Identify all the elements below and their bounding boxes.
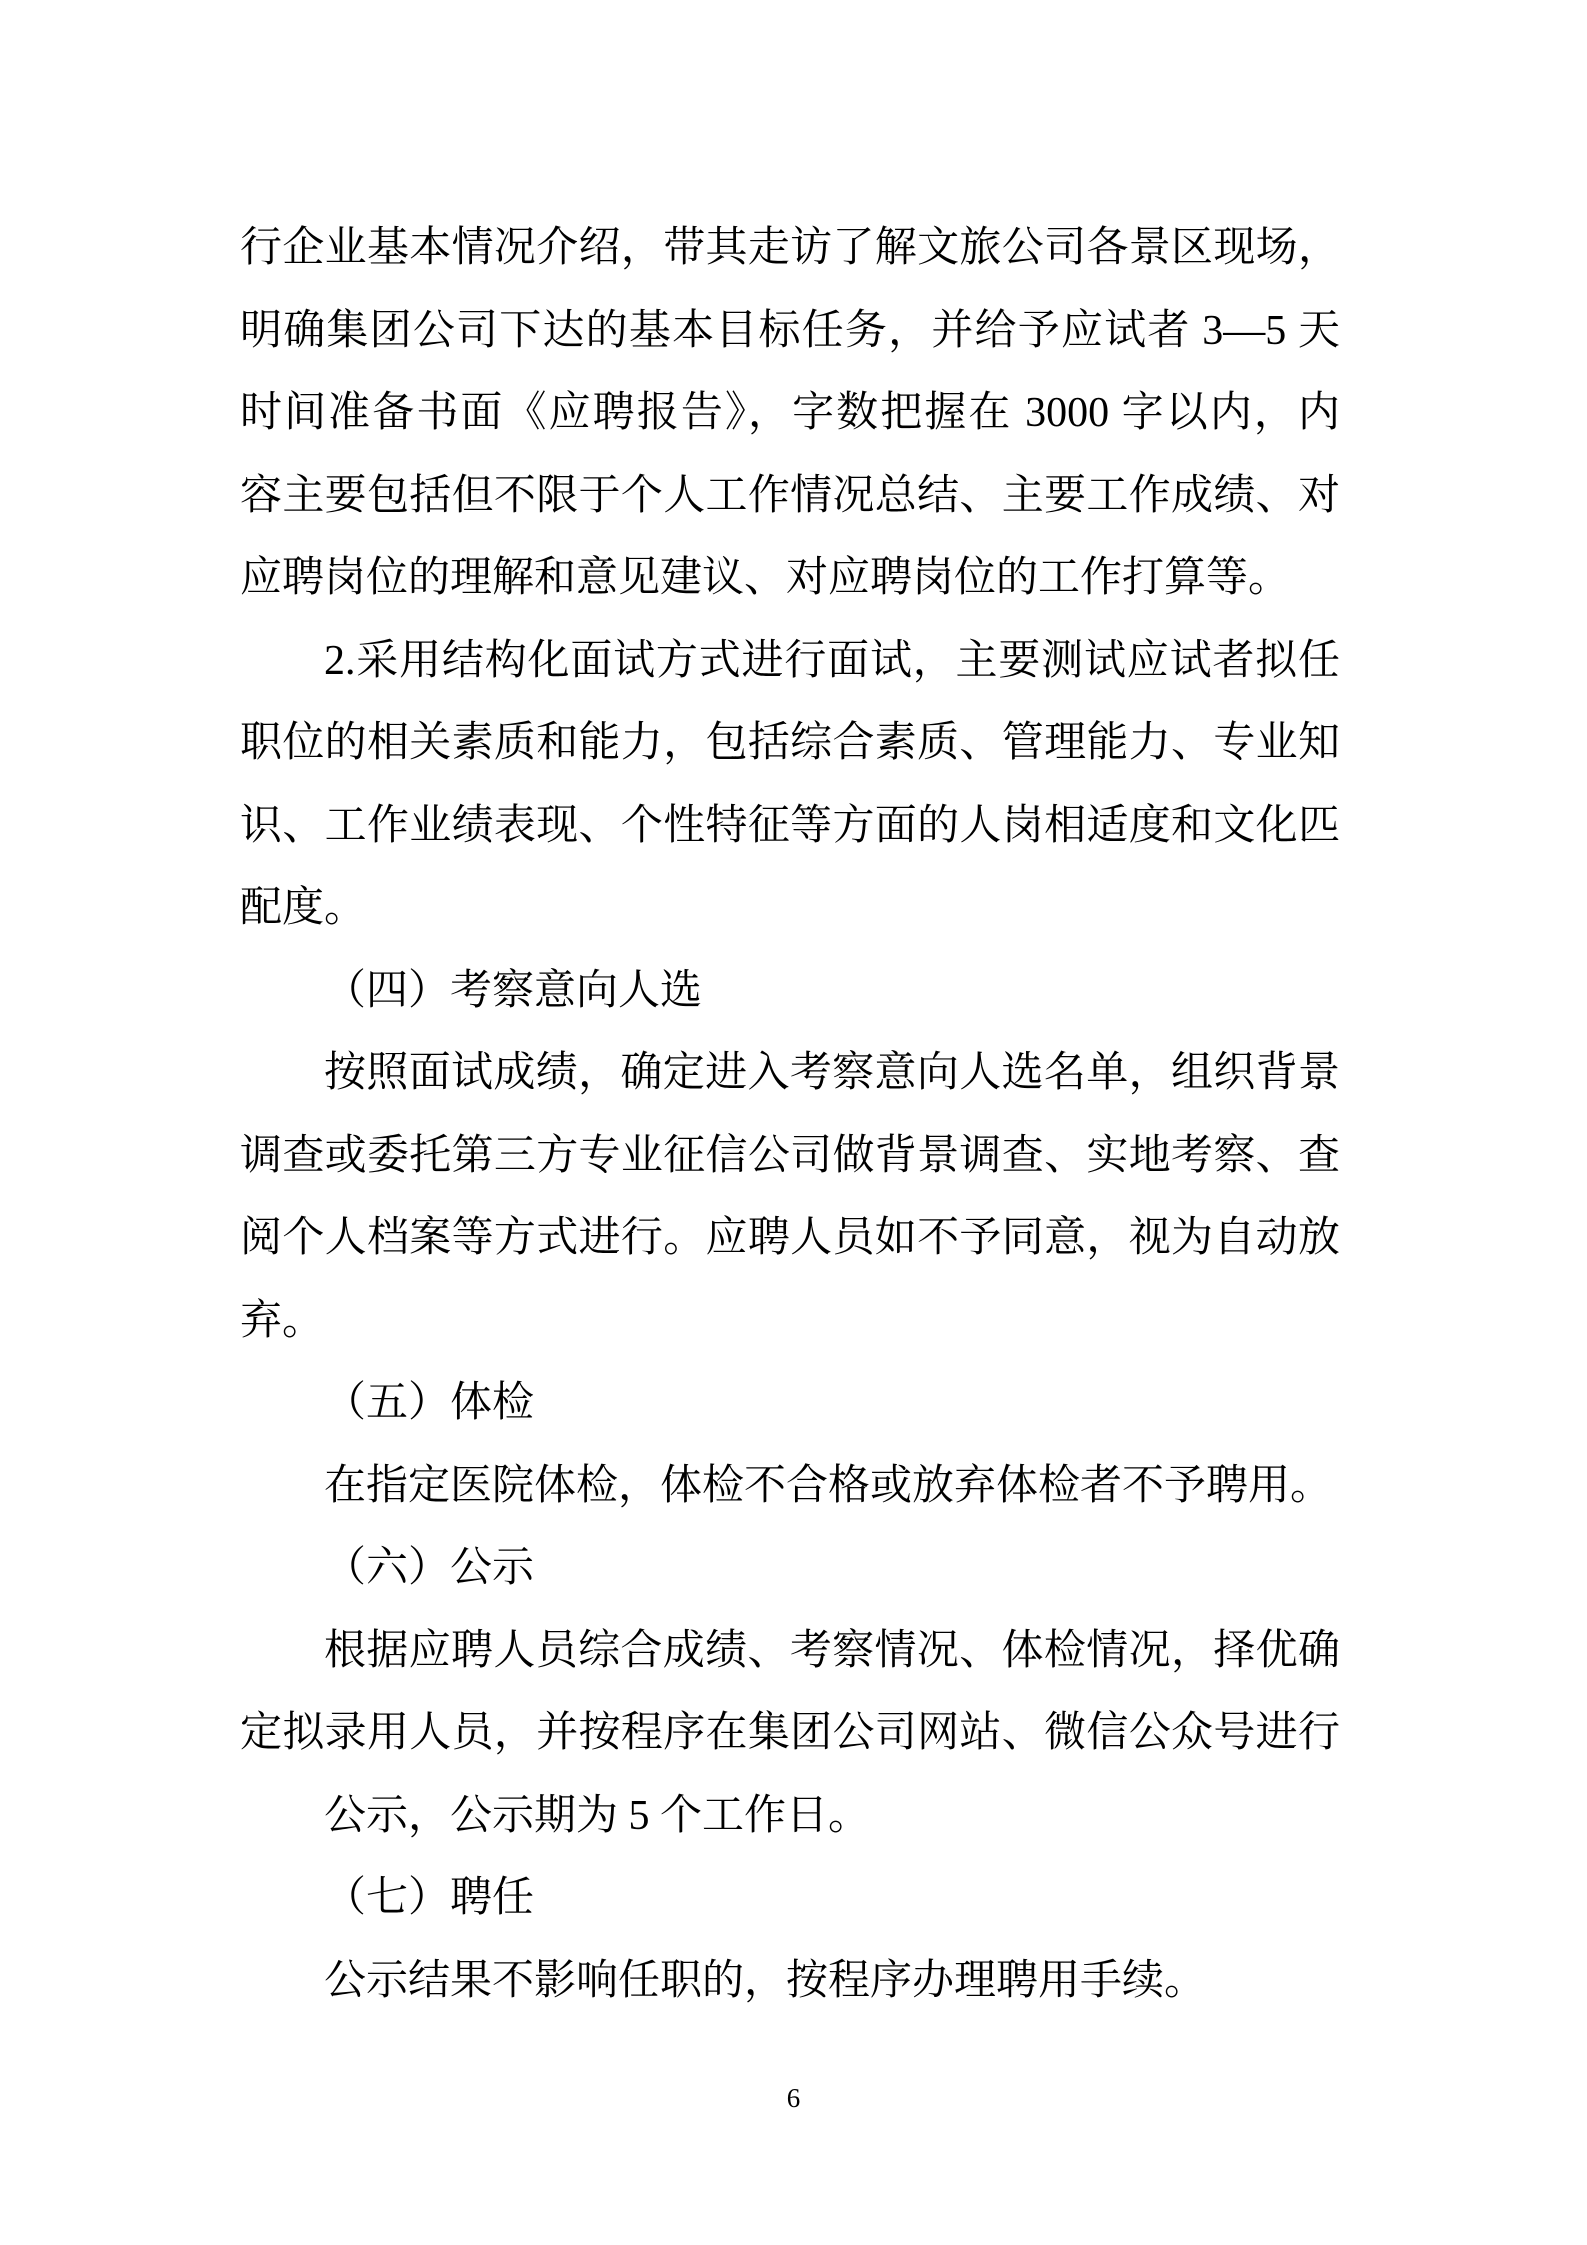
text-line: 明确集团公司下达的基本目标任务，并给予应试者 3—5 天 bbox=[240, 307, 1340, 354]
text-line: 时间准备书面《应聘报告》，字数把握在 3000 字以内，内 bbox=[240, 390, 1340, 436]
section-heading: （七）聘任 bbox=[324, 1875, 535, 1921]
text-line: 在指定医院体检，体检不合格或放弃体检者不予聘用。 bbox=[324, 1462, 1333, 1509]
text-line: 2.采用结构化面试方式进行面试，主要测试应试者拟任 bbox=[324, 637, 1340, 684]
text-line: 定拟录用人员，并按程序在集团公司网站、微信公众号进行 bbox=[240, 1710, 1340, 1756]
text-line: 应聘岗位的理解和意见建议、对应聘岗位的工作打算等。 bbox=[240, 555, 1291, 601]
text-line: 弃。 bbox=[240, 1297, 325, 1344]
text-line: 行企业基本情况介绍，带其走访了解文旅公司各景区现场， bbox=[240, 225, 1340, 271]
text-line: 公示，公示期为 5 个工作日。 bbox=[324, 1792, 871, 1839]
document-body bbox=[240, 207, 1340, 2022]
text-line: 根据应聘人员综合成绩、考察情况、体检情况，择优确 bbox=[324, 1627, 1340, 1674]
text-line: 阅个人档案等方式进行。应聘人员如不予同意，视为自动放 bbox=[240, 1215, 1340, 1261]
text-line: 按照面试成绩，确定进入考察意向人选名单，组织背景 bbox=[324, 1050, 1340, 1096]
text-line: 容主要包括但不限于个人工作情况总结、主要工作成绩、对 bbox=[240, 472, 1340, 519]
text-line: 职位的相关素质和能力，包括综合素质、管理能力、专业知 bbox=[240, 720, 1340, 766]
text-line: 识、工作业绩表现、个性特征等方面的人岗相适度和文化匹 bbox=[240, 802, 1340, 849]
text-line: 配度。 bbox=[240, 885, 367, 931]
page-number: 6 bbox=[786, 2083, 801, 2113]
section-heading: （五）体检 bbox=[324, 1380, 535, 1426]
section-heading: （六）公示 bbox=[324, 1545, 535, 1591]
text-line: 公示结果不影响任职的，按程序办理聘用手续。 bbox=[324, 1957, 1207, 2004]
section-heading: （四）考察意向人选 bbox=[324, 967, 703, 1014]
text-line: 调查或委托第三方专业征信公司做背景调查、实地考察、查 bbox=[240, 1132, 1340, 1179]
